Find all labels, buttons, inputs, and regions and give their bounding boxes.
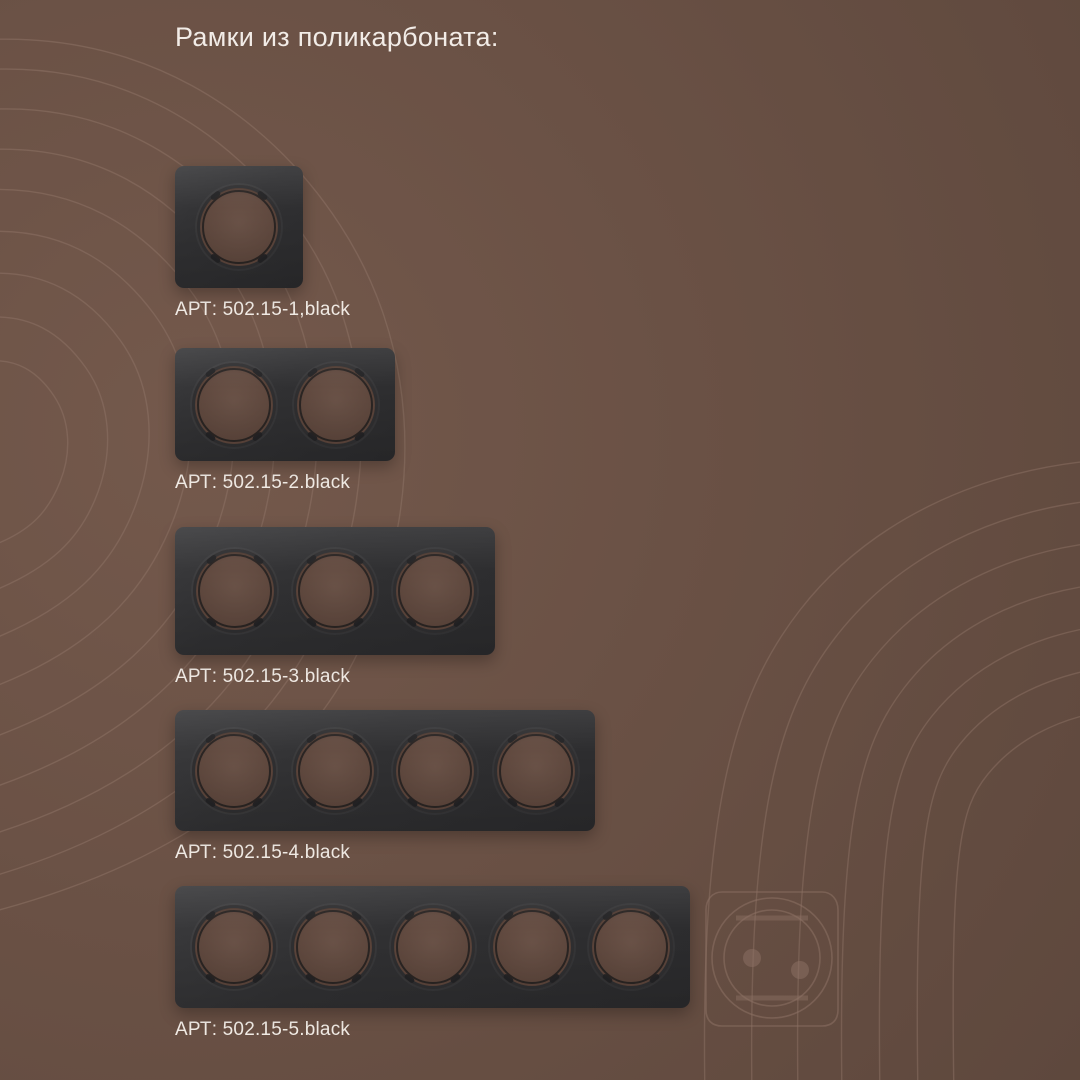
- socket-hole: [192, 905, 276, 989]
- socket-ring: [499, 734, 573, 808]
- socket-hole: [294, 363, 378, 447]
- socket-hole: [494, 729, 578, 813]
- socket-hole: [293, 729, 377, 813]
- frame-1-post: [175, 166, 303, 288]
- product-item-4[interactable]: [175, 710, 595, 864]
- socket-hole: [391, 905, 475, 989]
- product-item-1[interactable]: [175, 166, 350, 321]
- product-caption: АРТ: 502.15-2.black: [175, 472, 351, 493]
- product-item-2[interactable]: [175, 348, 395, 494]
- page-title: Рамки из поликарбоната:: [175, 22, 499, 52]
- socket-hole: [192, 363, 276, 447]
- product-item-5[interactable]: [175, 886, 690, 1041]
- socket-ring: [298, 734, 372, 808]
- socket-ring: [398, 734, 472, 808]
- product-item-3[interactable]: [175, 527, 495, 688]
- product-caption: АРТ: 502.15-5.black: [175, 1019, 351, 1040]
- frame-5-post: [175, 886, 690, 1008]
- socket-ring: [299, 368, 373, 442]
- socket-hole: [192, 729, 276, 813]
- socket-hole: [589, 905, 673, 989]
- socket-hole: [293, 549, 377, 633]
- socket-hole: [193, 549, 277, 633]
- frame-3-post: [175, 527, 495, 655]
- socket-hole: [393, 549, 477, 633]
- socket-hole: [490, 905, 574, 989]
- product-caption: АРТ: 502.15-1,black: [175, 299, 351, 320]
- frame-2-post: [175, 348, 395, 461]
- product-caption: АРТ: 502.15-3.black: [175, 666, 351, 687]
- socket-hole: [197, 185, 281, 269]
- socket-ring: [197, 368, 271, 442]
- socket-ring: [197, 734, 271, 808]
- frame-4-post: [175, 710, 595, 831]
- socket-hole: [393, 729, 477, 813]
- product-caption: АРТ: 502.15-4.black: [175, 842, 351, 863]
- socket-hole: [291, 905, 375, 989]
